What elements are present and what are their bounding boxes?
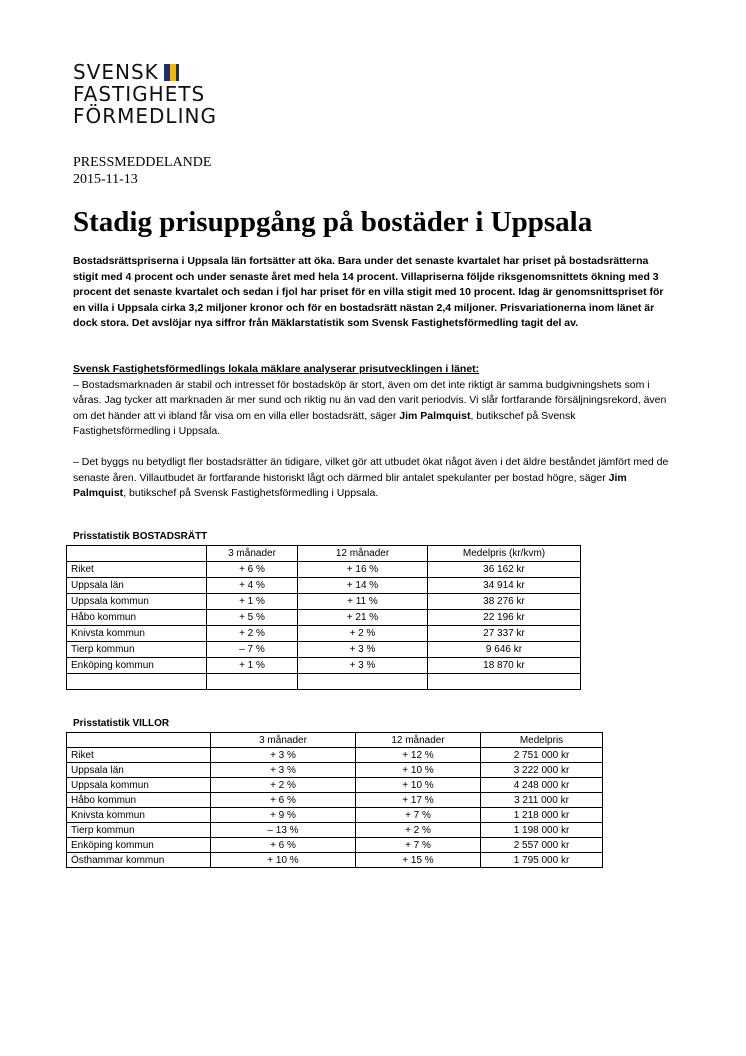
row-label: Uppsala län xyxy=(67,763,211,778)
analysis-paragraph xyxy=(73,362,673,440)
row-label: Enköping kommun xyxy=(67,838,211,853)
table-cell: + 6 % xyxy=(211,793,356,808)
table-cell: + 12 % xyxy=(356,748,481,763)
row-label: Tierp kommun xyxy=(67,823,211,838)
table-cell: + 9 % xyxy=(211,808,356,823)
table-villor xyxy=(66,732,603,868)
row-label: Tierp kommun xyxy=(67,642,207,658)
table-cell: + 4 % xyxy=(207,578,298,594)
table-row xyxy=(67,793,603,808)
table-cell: 9 646 kr xyxy=(428,642,581,658)
table-row xyxy=(67,578,581,594)
column-header: 3 månader xyxy=(207,546,298,562)
table-cell: – 13 % xyxy=(211,823,356,838)
row-label: Knivsta kommun xyxy=(67,626,207,642)
analysis-heading: Svensk Fastighetsförmedlings lokala mäklare analyserar prisutvecklingen i länet: xyxy=(73,363,480,375)
table-cell: + 2 % xyxy=(207,626,298,642)
column-header: 12 månader xyxy=(356,733,481,748)
table-villor-caption: Prisstatistik VILLOR xyxy=(73,718,170,729)
table-cell xyxy=(298,674,428,690)
table-cell: + 7 % xyxy=(356,808,481,823)
column-header: Medelpris (kr/kvm) xyxy=(428,546,581,562)
table-cell: + 5 % xyxy=(207,610,298,626)
table-header-row xyxy=(67,546,581,562)
table-cell: 2 751 000 kr xyxy=(481,748,603,763)
quote-2: – Det byggs nu betydligt fler bostadsrätter än tidigare, vilket gör att utbudet ökat något även i det äldre beståndet jämfört med de senaste åren. Villautbudet är fortfarande historiskt lågt och därmed blir antalet spekulanter per bostad högre, säger Jim Palmquist, butikschef på Svensk Fastighetsförmedling i Uppsala. xyxy=(73,456,669,500)
table-cell: 3 211 000 kr xyxy=(481,793,603,808)
column-header: 12 månader xyxy=(298,546,428,562)
table-cell: 3 222 000 kr xyxy=(481,763,603,778)
table-cell: + 21 % xyxy=(298,610,428,626)
table-cell: 36 162 kr xyxy=(428,562,581,578)
table-row xyxy=(67,748,603,763)
row-label: Uppsala kommun xyxy=(67,594,207,610)
table-row xyxy=(67,594,581,610)
table-cell: 34 914 kr xyxy=(428,578,581,594)
table-row xyxy=(67,562,581,578)
table-cell: + 1 % xyxy=(207,658,298,674)
row-label: Östhammar kommun xyxy=(67,853,211,868)
svensk-fastighetsformedling-logo xyxy=(73,61,217,127)
table-row xyxy=(67,853,603,868)
table-cell: + 2 % xyxy=(356,823,481,838)
table-cell: 4 248 000 kr xyxy=(481,778,603,793)
swedish-flag-icon xyxy=(164,64,179,81)
table-cell: + 10 % xyxy=(356,763,481,778)
table-cell: + 7 % xyxy=(356,838,481,853)
table-row xyxy=(67,838,603,853)
column-header: 3 månader xyxy=(211,733,356,748)
column-header xyxy=(67,546,207,562)
row-label: Riket xyxy=(67,748,211,763)
table-cell: 1 198 000 kr xyxy=(481,823,603,838)
table-cell xyxy=(428,674,581,690)
table-cell: 2 557 000 kr xyxy=(481,838,603,853)
table-cell: 1 218 000 kr xyxy=(481,808,603,823)
row-label: Enköping kommun xyxy=(67,658,207,674)
table-cell: 1 795 000 kr xyxy=(481,853,603,868)
press-header xyxy=(73,154,211,188)
table-cell: + 6 % xyxy=(211,838,356,853)
column-header xyxy=(67,733,211,748)
row-label: Håbo kommun xyxy=(67,610,207,626)
table-cell: + 14 % xyxy=(298,578,428,594)
page-title: Stadig prisuppgång på bostäder i Uppsala xyxy=(73,206,593,238)
table-cell: + 15 % xyxy=(356,853,481,868)
table-cell: + 3 % xyxy=(298,658,428,674)
row-label: Uppsala län xyxy=(67,578,207,594)
table-cell: 38 276 kr xyxy=(428,594,581,610)
table-cell: 27 337 kr xyxy=(428,626,581,642)
table-row xyxy=(67,674,581,690)
table-bostadsratt-body xyxy=(67,546,581,690)
table-cell: + 10 % xyxy=(356,778,481,793)
table-cell: 22 196 kr xyxy=(428,610,581,626)
table-cell: + 3 % xyxy=(211,763,356,778)
table-cell: + 2 % xyxy=(298,626,428,642)
quote-2-name: Jim Palmquist xyxy=(73,471,627,500)
row-label: Uppsala kommun xyxy=(67,778,211,793)
table-row xyxy=(67,778,603,793)
table-row xyxy=(67,626,581,642)
table-cell: – 7 % xyxy=(207,642,298,658)
table-row xyxy=(67,763,603,778)
row-label: Riket xyxy=(67,562,207,578)
table-row xyxy=(67,610,581,626)
table-cell: + 3 % xyxy=(298,642,428,658)
quote-1-name: Jim Palmquist xyxy=(399,409,471,422)
logo-line-3: FÖRMEDLING xyxy=(73,104,217,128)
table-villor-body xyxy=(67,733,603,868)
table-cell: + 10 % xyxy=(211,853,356,868)
table-row xyxy=(67,808,603,823)
press-date: 2015-11-13 xyxy=(73,172,138,187)
table-cell: + 3 % xyxy=(211,748,356,763)
table-cell: + 1 % xyxy=(207,594,298,610)
row-label: Håbo kommun xyxy=(67,793,211,808)
row-label: Knivsta kommun xyxy=(67,808,211,823)
table-row xyxy=(67,658,581,674)
table-cell: + 6 % xyxy=(207,562,298,578)
table-header-row xyxy=(67,733,603,748)
table-row xyxy=(67,642,581,658)
row-label xyxy=(67,674,207,690)
quote-1: – Bostadsmarknaden är stabil och intresset för bostadsköp är stort, även om det inte riktigt är samma budgivningshets som i våras. Jag tycker att marknaden är mer sund och riktig nu än vad den varit periodvis. Vi slår fortfarande försäljningsrekord, även om det händer att vi ibland får visa om en villa eller bostadsrätt, säger Jim Palmquist, butikschef på Svensk Fastighetsförmedling i Uppsala. xyxy=(73,378,667,438)
table-cell: 18 870 kr xyxy=(428,658,581,674)
table-cell: + 11 % xyxy=(298,594,428,610)
table-cell xyxy=(207,674,298,690)
column-header: Medelpris xyxy=(481,733,603,748)
press-label: PRESSMEDDELANDE xyxy=(73,155,212,170)
table-cell: + 16 % xyxy=(298,562,428,578)
logo-line-1: SVENSK xyxy=(73,60,159,84)
table-cell: + 2 % xyxy=(211,778,356,793)
lead-paragraph: Bostadsrättspriserna i Uppsala län fortsätter att öka. Bara under det senaste kvartalet har priset på bostadsrätterna stigit med 4 procent och under senaste året med hela 14 procent. Villapriserna följde riksgenomsnittets ökning med 3 procent det senaste kvartalet och sedan i fjol har priset för en villa stigit med 10 procent. Idag är genomsnittspriset för en villa i Uppsala cirka 3,2 miljoner kronor och för en bostadsrätt nästan 2,4 miljoner. Prisvariationerna inom länet är dock stora. Det avslöjar nya siffror från Mäklarstatistik som Svensk Fastighetsförmedling tagit del av. xyxy=(73,255,664,330)
table-bostadsratt xyxy=(66,545,581,690)
table-bostadsratt-caption: Prisstatistik BOSTADSRÄTT xyxy=(73,531,208,542)
table-cell: + 17 % xyxy=(356,793,481,808)
logo-line-2: FASTIGHETS xyxy=(73,82,206,106)
table-row xyxy=(67,823,603,838)
